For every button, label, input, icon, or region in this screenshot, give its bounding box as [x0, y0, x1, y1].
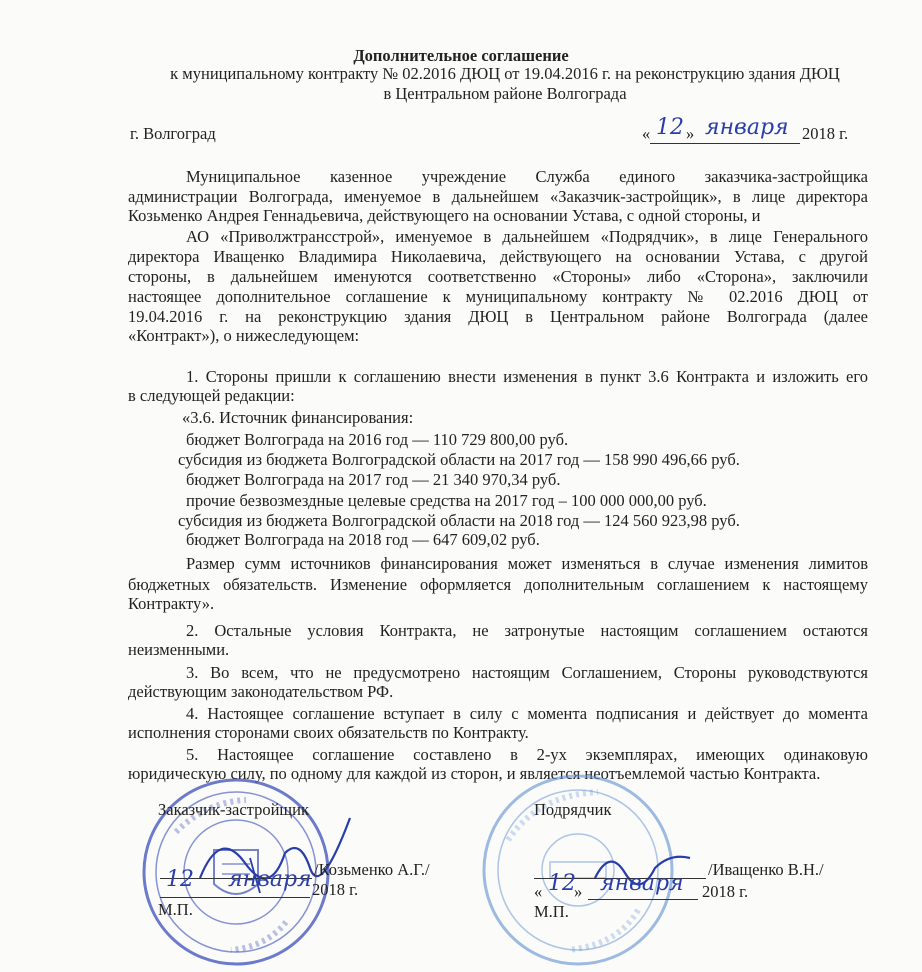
intro-line: 19.04.2016 г. на реконструкцию здания ДЮЦ в Центральном районе Волгограда (далее — [128, 307, 868, 326]
contractor-role: Подрядчик — [534, 800, 612, 819]
clause-5-line: 5. Настоящее соглашение составлено в 2-ух экземплярах, имеющих одинаковую — [186, 745, 868, 764]
customer-date-line — [160, 897, 310, 898]
clause-5-line: юридическую силу, по одному для каждой из сторон, и является неотъемлемой частью Контракта. — [128, 764, 821, 783]
date-day-handwritten: 12 — [656, 115, 684, 140]
contractor-date-year: 2018 г. — [702, 882, 749, 901]
contractor-date-day-handwritten: 12 — [548, 871, 576, 896]
clause-1-line: в следующей редакции: — [128, 386, 295, 405]
date-year: 2018 г. — [802, 124, 849, 143]
funding-item: бюджет Волгограда на 2016 год — 110 729 800,00 руб. — [186, 430, 569, 449]
customer-role: Заказчик-застройщик — [158, 800, 309, 819]
funding-item: субсидия из бюджета Волгоградской области на 2017 год — 158 990 496,66 руб. — [178, 450, 740, 469]
intro-line: Муниципальное казенное учреждение Служба единого заказчика-застройщика — [186, 167, 868, 186]
document-subtitle-line-1: к муниципальному контракту № 02.2016 ДЮЦ от 19.04.2016 г. на реконструкцию здания ДЮЦ — [170, 64, 840, 83]
clause-2-line: неизменными. — [128, 640, 230, 659]
contractor-date-line — [588, 899, 698, 900]
intro-line: АО «Приволжтрансстрой», именуемое в дальнейшем «Подрядчик», в лице Генерального — [186, 227, 868, 246]
date-month-handwritten: января — [705, 115, 789, 140]
date-open-quote: « — [642, 124, 651, 143]
customer-date-month-handwritten: января — [228, 867, 312, 892]
intro-line: стороны, в дальнейшем именуются соответственно «Стороны» либо «Сторона», заключили — [128, 267, 868, 286]
customer-seal-label: М.П. — [158, 900, 193, 919]
city: г. Волгоград — [130, 124, 216, 143]
document-subtitle-line-2: в Центральном районе Волгограда — [383, 84, 627, 103]
funding-note-line: Контракту». — [128, 594, 215, 613]
clause-3-line: 3. Во всем, что не предусмотрено настоящим Соглашением, Стороны руководствуются — [186, 663, 868, 682]
clause-3-6-title: «3.6. Источник финансирования: — [182, 408, 414, 427]
clause-4-line: 4. Настоящее соглашение вступает в силу с момента подписания и действует до момента — [186, 704, 868, 723]
contractor-date-month-handwritten: января — [600, 871, 684, 896]
contractor-seal-label: М.П. — [534, 902, 569, 921]
funding-item: прочие безвозмездные целевые средства на 2017 год – 100 000 000,00 руб. — [186, 491, 707, 510]
intro-line: администрации Волгограда, именуемое в дальнейшем «Заказчик-застройщик», в лице директора — [128, 187, 868, 206]
clause-2-line: 2. Остальные условия Контракта, не затронутые настоящим соглашением остаются — [186, 621, 868, 640]
contractor-date-close-quote: » — [574, 882, 583, 901]
customer-name: /Козьменко А.Г./ — [314, 860, 430, 879]
customer-date-year: 2018 г. — [312, 880, 359, 899]
funding-note-line: бюджетных обязательств. Изменение оформляется дополнительным соглашением к настоящему — [128, 575, 868, 594]
clause-3-line: действующим законодательством РФ. — [128, 682, 394, 701]
funding-note-line: Размер сумм источников финансирования может изменяться в случае изменения лимитов — [186, 554, 868, 573]
intro-line: Козьменко Андрея Геннадьевича, действующего на основании Устава, с одной стороны, и — [128, 206, 761, 225]
intro-line: настоящее дополнительное соглашение к муниципальному контракту № 02.2016 ДЮЦ от — [128, 287, 868, 306]
contractor-name: /Иващенко В.Н./ — [708, 860, 824, 879]
clause-4-line: исполнения сторонами своих обязательств по Контракту. — [128, 723, 529, 742]
funding-item: субсидия из бюджета Волгоградской области на 2018 год — 124 560 923,98 руб. — [178, 511, 740, 530]
funding-item: бюджет Волгограда на 2018 год — 647 609,02 руб. — [186, 530, 540, 549]
document-title: Дополнительное соглашение — [353, 46, 569, 65]
date-close-quote: » — [686, 124, 695, 143]
customer-date-day-handwritten: 12 — [166, 867, 194, 892]
funding-item: бюджет Волгограда на 2017 год — 21 340 970,34 руб. — [186, 470, 561, 489]
intro-line: «Контракт»), о нижеследующем: — [128, 326, 360, 345]
clause-1-line: 1. Стороны пришли к соглашению внести изменения в пункт 3.6 Контракта и изложить его — [186, 367, 868, 386]
intro-line: директора Иващенко Владимира Николаевича, действующего на основании Устава, с другой — [128, 247, 868, 266]
contractor-date-open-quote: « — [534, 882, 543, 901]
date-underline — [650, 143, 800, 144]
